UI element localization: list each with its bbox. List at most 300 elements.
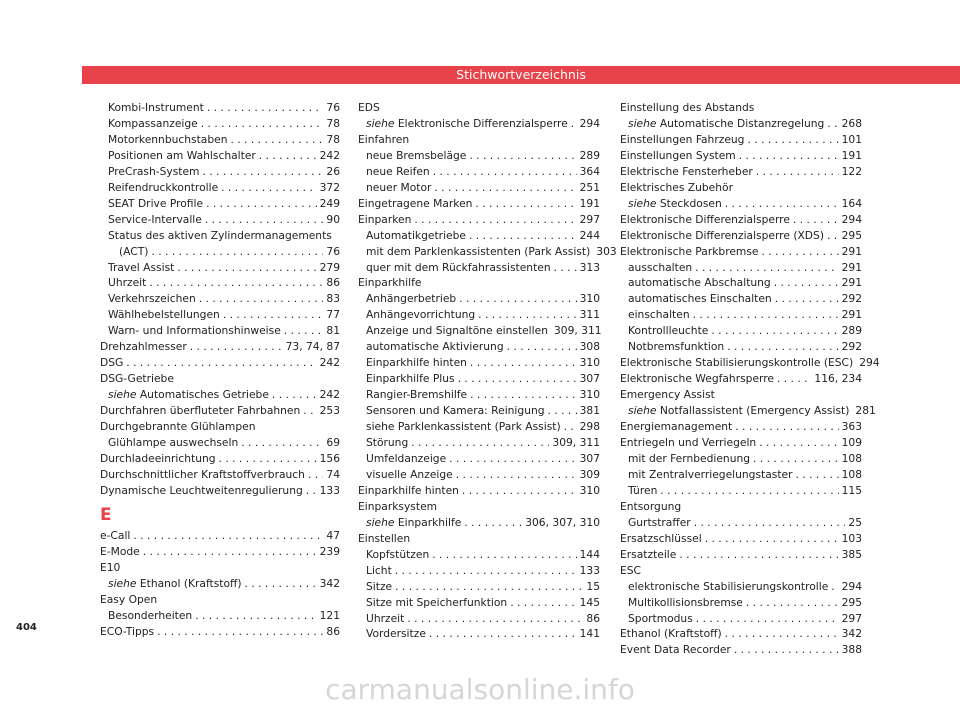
entry-label: Glühlampe auswechseln bbox=[108, 436, 239, 450]
entry-page-ref: 268 bbox=[841, 116, 862, 130]
entry-label: Service-Intervalle bbox=[108, 212, 202, 226]
leader-dots bbox=[241, 435, 323, 451]
leader-dots bbox=[284, 323, 324, 339]
see-reference: siehe bbox=[628, 404, 657, 418]
entry-label: einschalten bbox=[628, 308, 690, 322]
index-entry bbox=[358, 196, 600, 212]
entry-label: automatische Aktivierung bbox=[366, 340, 504, 354]
entry-page-ref: 108 bbox=[841, 467, 862, 481]
leader-dots bbox=[470, 387, 576, 403]
leader-dots bbox=[795, 467, 838, 483]
index-entry bbox=[358, 563, 600, 579]
entry-page-ref: 291 bbox=[841, 260, 862, 274]
index-entry bbox=[620, 595, 862, 611]
entry-page-ref: 83 bbox=[326, 292, 340, 306]
index-entry bbox=[620, 387, 862, 403]
entry-label: Durchfahren überfluteter Fahrbahnen bbox=[100, 404, 301, 418]
entry-label: Elektrische Fensterheber bbox=[620, 164, 753, 178]
leader-dots bbox=[259, 148, 317, 164]
entry-page-ref: 251 bbox=[579, 180, 600, 194]
leader-dots bbox=[201, 116, 324, 132]
index-entry bbox=[100, 196, 340, 212]
leader-dots bbox=[774, 275, 839, 291]
entry-label: Licht bbox=[366, 563, 392, 577]
leader-dots bbox=[221, 180, 316, 196]
entry-page-ref: 26 bbox=[326, 164, 340, 178]
entry-label: Elektrisches Zubehör bbox=[620, 180, 733, 194]
leader-dots bbox=[206, 196, 317, 212]
index-entry bbox=[620, 244, 862, 260]
entry-label: Besonderheiten bbox=[108, 608, 193, 622]
index-entry bbox=[100, 164, 340, 180]
entry-label: Notbremsfunktion bbox=[628, 340, 725, 354]
entry-label: Ethanol (Kraftstoff) bbox=[620, 627, 722, 641]
leader-dots bbox=[272, 387, 317, 403]
see-reference: siehe bbox=[628, 196, 657, 210]
leader-dots bbox=[827, 116, 838, 132]
entry-page-ref: 364 bbox=[579, 164, 600, 178]
entry-label: Travel Assist bbox=[108, 260, 175, 274]
index-entry bbox=[620, 116, 862, 132]
entry-label: Einstellungen Fahrzeug bbox=[620, 132, 745, 146]
index-entry bbox=[358, 116, 600, 132]
entry-label: Sportmodus bbox=[628, 611, 693, 625]
entry-label: Einstellung des Abstands bbox=[620, 101, 755, 114]
leader-dots bbox=[195, 608, 316, 624]
entry-page-ref: 306, 307, 310 bbox=[525, 515, 600, 529]
index-entry bbox=[358, 579, 600, 595]
index-entry bbox=[100, 132, 340, 148]
entry-label: Einstellungen System bbox=[620, 148, 736, 162]
entry-page-ref: 47 bbox=[326, 528, 340, 542]
index-entry bbox=[100, 560, 340, 576]
index-entry bbox=[100, 624, 340, 640]
entry-page-ref: 309 bbox=[579, 467, 600, 481]
leader-dots bbox=[464, 515, 522, 531]
entry-label: neuer Motor bbox=[366, 180, 432, 194]
index-entry bbox=[358, 148, 600, 164]
index-entry bbox=[358, 355, 600, 371]
index-entry bbox=[100, 116, 340, 132]
index-entry bbox=[620, 451, 862, 467]
entry-label: mit Zentralverriegelungstaster bbox=[628, 467, 793, 481]
entry-page-ref: 244 bbox=[579, 228, 600, 242]
entry-label: Kombi-Instrument bbox=[108, 101, 204, 114]
entry-label: Eingetragene Marken bbox=[358, 196, 473, 210]
index-entry bbox=[620, 499, 862, 515]
entry-page-ref: 144 bbox=[579, 547, 600, 561]
entry-page-ref: 310 bbox=[579, 356, 600, 370]
leader-dots bbox=[308, 467, 323, 483]
entry-page-ref: 292 bbox=[841, 340, 862, 354]
entry-page-ref: 289 bbox=[579, 148, 600, 162]
index-entry bbox=[620, 483, 862, 499]
leader-dots bbox=[207, 100, 324, 116]
leader-dots bbox=[725, 626, 839, 642]
entry-page-ref: 191 bbox=[579, 196, 600, 210]
leader-dots bbox=[554, 260, 577, 276]
entry-page-ref: 242 bbox=[319, 388, 340, 402]
index-entry bbox=[358, 371, 600, 387]
entry-page-ref: 295 bbox=[841, 228, 862, 242]
entry-label: Einparkhilfe hinten bbox=[366, 356, 467, 370]
section-header: Stichwortverzeichnis bbox=[82, 66, 960, 84]
entry-label: Automatikgetriebe bbox=[366, 228, 466, 242]
leader-dots bbox=[693, 307, 839, 323]
entry-page-ref: 78 bbox=[326, 132, 340, 146]
index-entry bbox=[100, 576, 340, 592]
index-entry bbox=[358, 228, 600, 244]
entry-label: PreCrash-System bbox=[108, 164, 200, 178]
leader-dots bbox=[462, 483, 577, 499]
entry-page-ref: 242 bbox=[319, 148, 340, 162]
index-entry bbox=[100, 307, 340, 323]
index-entry bbox=[358, 467, 600, 483]
entry-label: e-Call bbox=[100, 528, 131, 542]
index-entry bbox=[620, 132, 862, 148]
index-entry bbox=[100, 260, 340, 276]
index-entry bbox=[358, 419, 600, 435]
leader-dots bbox=[775, 291, 839, 307]
leader-dots bbox=[761, 244, 838, 260]
entry-label: Elektronische Parkbremse bbox=[620, 244, 759, 258]
entry-label: Gurtstraffer bbox=[628, 515, 691, 529]
entry-page-ref: 281 bbox=[855, 404, 876, 418]
index-entry bbox=[100, 244, 340, 260]
entry-label: Event Data Recorder bbox=[620, 643, 731, 657]
entry-label: Entsorgung bbox=[620, 499, 682, 513]
leader-dots bbox=[756, 164, 839, 180]
entry-label: DSG bbox=[100, 356, 124, 370]
index-entry bbox=[100, 355, 340, 371]
entry-page-ref: 86 bbox=[326, 624, 340, 638]
entry-page-ref: 242 bbox=[319, 356, 340, 370]
entry-page-ref: 141 bbox=[579, 627, 600, 641]
index-entry bbox=[358, 435, 600, 451]
index-entry bbox=[620, 100, 862, 116]
entry-label: Energiemanagement bbox=[620, 420, 733, 434]
entry-page-ref: 342 bbox=[841, 627, 862, 641]
index-entry bbox=[358, 483, 600, 499]
leader-dots bbox=[711, 323, 838, 339]
index-entry bbox=[358, 132, 600, 148]
entry-page-ref: 121 bbox=[319, 608, 340, 622]
leader-dots bbox=[306, 483, 317, 499]
entry-page-ref: 298 bbox=[579, 420, 600, 434]
entry-label: SEAT Drive Profile bbox=[108, 196, 204, 210]
leader-dots bbox=[831, 579, 838, 595]
entry-page-ref: 249 bbox=[319, 196, 340, 210]
entry-page-ref: 164 bbox=[841, 196, 862, 210]
leader-dots bbox=[157, 624, 323, 640]
leader-dots bbox=[571, 116, 577, 132]
leader-dots bbox=[433, 164, 577, 180]
leader-dots bbox=[739, 148, 839, 164]
entry-page-ref: 133 bbox=[319, 483, 340, 497]
entry-label: Einparken bbox=[358, 212, 412, 226]
leader-dots bbox=[202, 164, 323, 180]
entry-label: Einstellen bbox=[358, 531, 411, 545]
index-entry bbox=[100, 467, 340, 483]
index-entry bbox=[620, 148, 862, 164]
entry-page-ref: 133 bbox=[579, 563, 600, 577]
leader-dots bbox=[230, 132, 323, 148]
entry-page-ref: 297 bbox=[841, 611, 862, 625]
index-entry bbox=[358, 403, 600, 419]
leader-dots bbox=[793, 212, 839, 228]
index-entry bbox=[620, 467, 862, 483]
page-number: 404 bbox=[16, 622, 37, 633]
entry-label: Anhängerbetrieb bbox=[366, 292, 457, 306]
index-entry bbox=[358, 212, 600, 228]
index-column-1 bbox=[100, 100, 340, 640]
entry-label: automatische Abschaltung bbox=[628, 276, 771, 290]
index-entry bbox=[358, 180, 600, 196]
entry-label: Anzeige und Signaltöne einstellen bbox=[366, 324, 548, 338]
leader-dots bbox=[449, 451, 576, 467]
entry-page-ref: 253 bbox=[319, 404, 340, 418]
entry-page-ref: 86 bbox=[586, 611, 600, 625]
leader-dots bbox=[459, 291, 576, 307]
entry-page-ref: 388 bbox=[841, 643, 862, 657]
entry-label: E-Mode bbox=[100, 544, 140, 558]
entry-label: Sitze mit Speicherfunktion bbox=[366, 595, 508, 609]
leader-dots bbox=[143, 544, 317, 560]
leader-dots bbox=[177, 260, 316, 276]
index-entry bbox=[358, 100, 600, 116]
entry-page-ref: 294 bbox=[859, 356, 880, 370]
entry-page-ref: 363 bbox=[841, 420, 862, 434]
index-entry bbox=[620, 323, 862, 339]
entry-label: Uhrzeit bbox=[108, 276, 147, 290]
index-entry bbox=[358, 595, 600, 611]
leader-dots bbox=[205, 212, 324, 228]
index-entry bbox=[358, 291, 600, 307]
index-entry bbox=[358, 307, 600, 323]
entry-page-ref: 156 bbox=[319, 451, 340, 465]
entry-label: automatisches Einschalten bbox=[628, 292, 772, 306]
entry-page-ref: 86 bbox=[326, 276, 340, 290]
entry-label: Einparkhilfe bbox=[358, 276, 422, 290]
index-entry bbox=[620, 531, 862, 547]
index-entry bbox=[100, 148, 340, 164]
leader-dots bbox=[660, 483, 838, 499]
entry-label: Sitze bbox=[366, 579, 393, 593]
index-entry bbox=[100, 371, 340, 387]
index-entry bbox=[620, 579, 862, 595]
entry-label: Einparkhilfe bbox=[397, 515, 462, 529]
entry-page-ref: 310 bbox=[579, 388, 600, 402]
entry-label: siehe Parklenkassistent (Park Assist) bbox=[366, 420, 561, 434]
entry-label: Notfallassistent (Emergency Assist) bbox=[659, 404, 850, 418]
entry-label: Anhängevorrichtung bbox=[366, 308, 476, 322]
entry-label: Sensoren und Kamera: Reinigung bbox=[366, 404, 545, 418]
entry-label: Rangier-Bremshilfe bbox=[366, 388, 468, 402]
index-entry bbox=[620, 212, 862, 228]
entry-page-ref: 103 bbox=[841, 531, 862, 545]
entry-label: neue Reifen bbox=[366, 164, 430, 178]
index-entry bbox=[100, 339, 340, 355]
index-entry bbox=[620, 642, 862, 658]
index-entry bbox=[100, 212, 340, 228]
entry-page-ref: 311 bbox=[579, 308, 600, 322]
entry-page-ref: 25 bbox=[848, 515, 862, 529]
entry-label: DSG-Getriebe bbox=[100, 372, 174, 386]
leader-dots bbox=[747, 132, 838, 148]
leader-dots bbox=[245, 576, 317, 592]
entry-page-ref: 291 bbox=[841, 276, 862, 290]
leader-dots bbox=[507, 339, 577, 355]
index-entry bbox=[358, 499, 600, 515]
entry-label: Multikollisionsbremse bbox=[628, 595, 743, 609]
entry-page-ref: 81 bbox=[326, 324, 340, 338]
leader-dots bbox=[458, 371, 577, 387]
entry-page-ref: 385 bbox=[841, 547, 862, 561]
entry-label: Durchgebrannte Glühlampen bbox=[100, 420, 256, 434]
entry-page-ref: 122 bbox=[841, 164, 862, 178]
index-entry bbox=[358, 323, 600, 339]
entry-label: ausschalten bbox=[628, 260, 693, 274]
entry-page-ref: 294 bbox=[841, 212, 862, 226]
index-entry bbox=[100, 419, 340, 435]
index-entry bbox=[100, 451, 340, 467]
index-entry bbox=[100, 228, 340, 244]
entry-page-ref: 381 bbox=[579, 404, 600, 418]
index-entry bbox=[100, 608, 340, 624]
leader-dots bbox=[694, 515, 846, 531]
leader-dots bbox=[734, 642, 839, 658]
index-entry bbox=[100, 387, 340, 403]
index-entry bbox=[358, 339, 600, 355]
index-entry bbox=[358, 515, 600, 531]
entry-label: Türen bbox=[628, 483, 658, 497]
entry-label: Störung bbox=[366, 436, 409, 450]
entry-label: Vordersitze bbox=[366, 627, 426, 641]
entry-label: mit der Fernbedienung bbox=[628, 451, 751, 465]
watermark: carmanualsonline.info bbox=[325, 673, 635, 706]
index-entry bbox=[620, 228, 862, 244]
entry-label: Durchladeeinrichtung bbox=[100, 451, 216, 465]
entry-label: Warn- und Informationshinweise bbox=[108, 324, 281, 338]
index-entry bbox=[620, 563, 862, 579]
entry-page-ref: 294 bbox=[841, 579, 862, 593]
entry-page-ref: 115 bbox=[841, 483, 862, 497]
leader-dots bbox=[429, 626, 577, 642]
index-entry bbox=[100, 291, 340, 307]
entry-label: Automatisches Getriebe bbox=[139, 388, 269, 402]
index-entry bbox=[620, 626, 862, 642]
leader-dots bbox=[746, 595, 839, 611]
entry-label: (ACT) bbox=[119, 244, 149, 258]
leader-dots bbox=[469, 228, 577, 244]
entry-label: Dynamische Leuchtweitenregulierung bbox=[100, 483, 303, 497]
index-entry bbox=[620, 611, 862, 627]
entry-page-ref: 74 bbox=[326, 467, 340, 481]
entry-label: Uhrzeit bbox=[366, 611, 405, 625]
index-entry bbox=[620, 371, 862, 387]
entry-label: Drehzahlmesser bbox=[100, 340, 187, 354]
entry-page-ref: 239 bbox=[319, 544, 340, 558]
entry-label: Ersatzschlüssel bbox=[620, 531, 702, 545]
entry-label: Elektronische Differenzialsperre bbox=[397, 116, 568, 130]
leader-dots bbox=[407, 611, 583, 627]
leader-dots bbox=[395, 563, 577, 579]
index-entry bbox=[358, 164, 600, 180]
entry-label: Status des aktiven Zylindermanagements bbox=[108, 228, 332, 242]
leader-dots bbox=[759, 435, 838, 451]
index-entry bbox=[620, 260, 862, 276]
entry-label: neue Bremsbeläge bbox=[366, 148, 467, 162]
entry-page-ref: 279 bbox=[319, 260, 340, 274]
entry-label: Kopfstützen bbox=[366, 547, 430, 561]
entry-page-ref: 289 bbox=[841, 324, 862, 338]
entry-label: Einparksystem bbox=[358, 499, 438, 513]
entry-page-ref: 294 bbox=[579, 116, 600, 130]
entry-page-ref: 76 bbox=[326, 101, 340, 114]
index-entry bbox=[620, 403, 876, 419]
entry-page-ref: 73, 74, 87 bbox=[285, 340, 340, 354]
entry-label: Elektronische Wegfahrsperre bbox=[620, 372, 774, 386]
entry-label: Ersatzteile bbox=[620, 547, 677, 561]
entry-page-ref: 77 bbox=[326, 308, 340, 322]
entry-page-ref: 15 bbox=[586, 579, 600, 593]
entry-label: Durchschnittlicher Kraftstoffverbrauch bbox=[100, 467, 305, 481]
entry-page-ref: 342 bbox=[319, 576, 340, 590]
see-reference: siehe bbox=[108, 576, 137, 590]
leader-dots bbox=[411, 435, 549, 451]
entry-label: Kompassanzeige bbox=[108, 116, 198, 130]
entry-page-ref: 313 bbox=[579, 260, 600, 274]
index-entry bbox=[100, 435, 340, 451]
leader-dots bbox=[695, 260, 838, 276]
index-entry bbox=[358, 387, 600, 403]
index-entry bbox=[100, 323, 340, 339]
index-entry bbox=[620, 419, 862, 435]
leader-dots bbox=[456, 467, 577, 483]
entry-label: Reifendruckkontrolle bbox=[108, 180, 219, 194]
leader-dots bbox=[727, 339, 838, 355]
see-reference: siehe bbox=[366, 116, 395, 130]
entry-label: Einfahren bbox=[358, 132, 410, 146]
leader-dots bbox=[777, 371, 811, 387]
entry-label: Ethanol (Kraftstoff) bbox=[139, 576, 242, 590]
leader-dots bbox=[564, 419, 577, 435]
leader-dots bbox=[510, 595, 576, 611]
entry-label: ESC bbox=[620, 563, 641, 577]
index-entry bbox=[620, 515, 862, 531]
index-entry bbox=[620, 180, 862, 196]
leader-dots bbox=[827, 228, 839, 244]
leader-dots bbox=[219, 451, 317, 467]
index-entry bbox=[100, 100, 340, 116]
index-entry bbox=[620, 435, 862, 451]
index-entry bbox=[358, 275, 600, 291]
index-column-2 bbox=[358, 100, 617, 642]
see-reference: siehe bbox=[628, 116, 657, 130]
index-entry bbox=[100, 180, 340, 196]
index-entry bbox=[358, 626, 600, 642]
leader-dots bbox=[548, 403, 577, 419]
index-entry bbox=[620, 164, 862, 180]
index-entry bbox=[620, 196, 862, 212]
leader-dots bbox=[432, 547, 576, 563]
leader-dots bbox=[149, 275, 323, 291]
entry-page-ref: 191 bbox=[841, 148, 862, 162]
leader-dots bbox=[151, 244, 323, 260]
entry-page-ref: 309, 311 bbox=[552, 436, 600, 450]
entry-label: Entriegeln und Verriegeln bbox=[620, 436, 757, 450]
entry-label: Automatische Distanzregelung bbox=[659, 116, 825, 130]
